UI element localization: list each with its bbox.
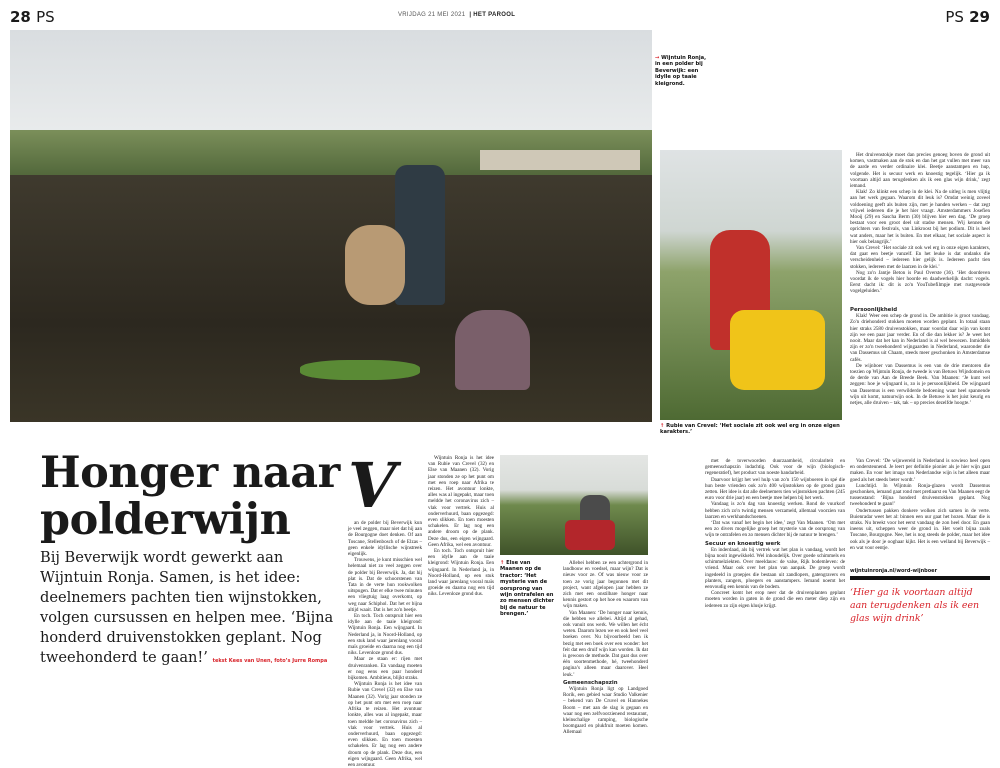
paragraph: Lunchtijd. In Wijntuin Ronja-glazen wordt Dassemus geschonken, iemand gaat rond met pretlaarst en Van Maanen eegt de tussenstand: ‘Bijna honderd druivenstokken geplant. Nog tweehonderd te gaan!’: [850, 482, 990, 508]
column-2: [563, 560, 648, 736]
paragraph: Het druivenstokje moet dan precies genoeg boven de grond uit komen, vastmaken aan de stok en dan het gat vullen met meer van de aarde en verder ordinaire klei. Beetje aanstampen en hup, volgende. Het is secuur werk en knoestig tegelijk. ‘Hier ga ik voortaan altijd aan terugdenken als ik een glas wijn drink,’ zegt iemand.: [850, 152, 990, 190]
subheading: Secuur en knoestig werk: [705, 540, 781, 547]
paragraph: Klak! Weer een schep de grond in. De ambitie is groot vandaag. Zo'n driehonderd stokken moeten worden geplant. In totaal staan hier straks 2580 druivenstokken, maar voordat daar wijn van komt zijn we een paar jaar verder. En of die dan lekker is? Je weet het nooit. Maar dat het kan in Nederland is al wel bewezen. Inmiddels zijn er zo'n tweehonderd wijngaarden in Nederland, waaronder die van Dassemus uit Chaam, steeds meer geschonken in Amsterdamse cafés.: [850, 313, 990, 363]
caption-text: Rubie van Crevel: ‘Het sociale zit ook wel erg in onze eigen karakters.’: [660, 423, 840, 436]
pull-quote: ‘Hier ga ik voortaan altijd aan terugdenken als ik een glas wijn drink’: [850, 587, 980, 624]
paragraph: Concreet komt het erop neer dat de druivenplanten geplant moeten worden in gaten in de grond die een meter diep zijn en iedereen zo zijn eigen klusje krijgt.: [705, 590, 845, 609]
rubie-photo: [660, 150, 842, 420]
column-3: [705, 458, 845, 701]
headline: [40, 450, 340, 544]
main-caption: → Wijntuin Ronja, in een polder bij Beverwijk: een idylle op taaie kleigrond.: [655, 55, 707, 87]
headline-line-2: polderwijn: [40, 495, 291, 545]
paragraph: Wijntuin Ronja is het idee van Rubie van Crevel (32) en Else van Maanen (32). Vorig jaar stonden ze op het punt om met een roep naar Afrika te reizen. Het avontuur lonkte, alles was al ingepakt, maar toen meldde het coronavirus zich – vlak voor vertrek. Huis al onderverhuurd, baan opgezegd: even slikken. En toen moesten schakelen. Er lag nog een andere droom op de plank. Deze dus, een eigen wijngaard. Geen Afrika, wel een avontuur.: [428, 455, 494, 548]
masthead: VRIJDAG 21 MEI 2021 | HET PAROOL: [398, 12, 516, 18]
main-photo: [10, 30, 652, 422]
paragraph: Wijntuin Ronja ligt op Landgoed Rorik, een gebied waar Studio Valkenier – bekend van De Cruvel en Hannekes Boom – met aan de slag is gegaan en waar nog een zelfvoorzienend restaurant, kleinschalige camping, biologische boomgaard en plukfruit moeten komen. Allemaal: [563, 686, 648, 736]
paragraph: De wijnboer van Dassemus is een van de drie mentoren die toezien op Wijntuin Ronja, de tweede is van Betuws Wijndomein en de derde van Aan de Breede Beek. Van Maanen: ‘Je kunt wel zeggen: hoe je wijngaard is, zo is je persoonlijkheid. De wijngaard van Dassemus is een verwilderde bedoening waar heel spannende wijn uit komt, natuurwijn ook. In de Betuwe is het juist keurig en netjes, alle druiven – tak, tak – op precies dezelfde hoogte.’: [850, 362, 990, 407]
page-number: 29: [969, 8, 990, 26]
tractor-caption: ↑ Else van Maanen op de tractor: ‘Het mysterie van de oorsprong van wijn ontrafelen en zo mensen dichter bij de natuur te brengen.’: [500, 560, 554, 618]
yellow-mower: [730, 310, 825, 390]
person-kneeling: [455, 310, 530, 390]
column-1b: [428, 455, 494, 700]
subheading: Persoonlijkheid: [850, 307, 898, 313]
column-4: [850, 152, 990, 302]
paragraph: an de polder bij Beverwijk kun je veel zeggen, maar niet dat hij aan de Bourgogne doet denken. Of aan Toscane, Stellenbosch of de Elzas – geen enkele idyllische wijnstreek eigenlijk.: [348, 520, 422, 558]
tractor-photo: [500, 455, 648, 555]
paragraph: Wijntuin Ronja is het idee van Rubie van Crevel (32) en Else van Maanen (32). Vorig jaar stonden ze op het punt om met een roep naar Afrika te reizen. Het avontuur lonkte, alles was al ingepakt, maar toen meldde het coronavirus zich – vlak voor vertrek. Huis al onderverhuurd, baan opgezegd: even slikken. En toen moesten schakelen. Er lag nog een andere droom op de plank. Deze dus, een eigen wijngaard. Geen Afrika, wel een avontuur.: [348, 681, 422, 768]
paragraph: Vandaag is zo'n dag van knoestig werken. Rond de vuurkorf hebben zich zo'n twintig mensen verzameld, allemaal voorzien van laarzen en werkhandschoenen.: [705, 501, 845, 520]
paragraph: Van Crevel: ‘De wijnwereld in Nederland is sowieso heel open en ondersteunend. Je leert per definitie pionier als je hier wijn gaat maken. En voor het imago van Nederlandse wijn is het alleen maar goed als het steeds beter wordt.’: [850, 458, 990, 483]
rubie-caption: ↑ Rubie van Crevel: ‘Het sociale zit ook wel erg in onze eigen karakters.’: [660, 423, 840, 436]
person-crouching: [345, 225, 405, 305]
tent-canopy: [480, 150, 640, 170]
byline: tekst Kees van Unen, foto’s Jurre Rompa: [212, 658, 328, 664]
paragraph: ‘Dat was vanaf het begin het idee,’ zegt Van Maanen. ‘Om met een zo divers mogelijke groep het mysterie van de oorsprong van wijn te ontrafelen en zo mensen dichter bij de natuur te brengen.’: [705, 520, 845, 539]
column-4c: [850, 458, 990, 566]
right-page-number: [945, 8, 990, 26]
paragraph: Nog zo'n Jantje Beton is Paul Overste (36). ‘Het doordeven voordat ik de vogels hier hoorde en daadwerkelijk dacht: vogels. Eerst dacht ik: dit is zo'n YouTubefilmpje met rustgevende vogelgeluiden.’: [850, 269, 990, 295]
paragraph: En toch. Toch ontspruit hier een idylle aan de taaie kleigrond: Wijntuin Ronja. Een wijngaard. In Nederland ja, in Noord-Holland, op een stuk land waar jarenlang vooral maïs groeide en daarna nog een tijd niks. Levenloze grond dus.: [428, 548, 494, 598]
paragraph: Trouwens, je kunt misschien wel helemaal niet zo veel zeggen over de polder bij Beverwijk. Ja, dat hij plat is. Dat de schoorstenen van Tata in de verte hun rookwolken uitspugen. Dat er elke twee minuten een vliegtuig laag overkomt, op weg naar Schiphol. Dat het er bijna altijd waait. Dat is het zo'n beetje.: [348, 557, 422, 613]
paragraph: En toch. Toch ontspruit hier een idylle aan de taaie kleigrond: Wijntuin Ronja. Een wijngaard. In Nederland ja, in Noord-Holland, op een stuk land waar jarenlang vooral maïs groeide en daarna nog een tijd niks. Levenloze grond dus.: [348, 613, 422, 657]
caption-text: Else van Maanen op de tractor: ‘Het mysterie van de oorsprong van wijn ontrafelen en zo mensen dichter bij de natuur te brengen.’: [500, 560, 554, 618]
paragraph: Ondertussen pakken donkere wolken zich samen in de verte. Buienradar weet het al: binnen een uur gaat het hozen. Maar die is straks. Nu breekt voor het eerst vandaag de zon heel door. En gaan ineens uit, scheppen weer de grond in. Het voelt bijna zoals Toscane, Bourgogne. Nee, het is nog steeds de polder, maar het idee ook als je door je ooghaar kijkt. Het is een welland bij Beverwijk – en wat voor eentje.: [850, 507, 990, 551]
intro: [40, 548, 338, 671]
paragraph: Allebei hebben ze een achtergrond in landbouw en voedsel, maar wijn? Dat is nieuw voor ze. Of was nieuw voor ze toen ze vorig jaar begonnen met dit project, want afgelopen jaar hebben ze zich met een onstilbare honger naar kennis gestort op het hoe en waarom van wijn maken.: [563, 560, 648, 610]
paragraph: Klak! Zo klinkt een schep in de klei. Na de uitleg is men vlijtig aan het werk gegaan. Waarom dit leuk is? Omdat weinig zoveel voldoening geeft als buiten zijn, met je handen werken – dat zegt vrijwel iedereen die je het hier vraagt. Amsterdammers Josefien Mooij (29) en Sascha Berm (30) blijven hier een dag. ‘De groep bestaat voor een groot deel uit stadse mensen. Wij kennen de oprichters van festivals, van Linkroost bij het podium. Dit is heel wat anders, maar het is buiten. En met elkaar, het sociale aspect is hier ook belangrijk.’: [850, 189, 990, 245]
paragraph: Van Crevel: ‘Het sociale zit ook wel erg in onze eigen karakters, dat gaat een beetje vanzelf. En het leuke is dat ondanks die verscheidenheid – iedereen hier gelijk is. Iedereen pacht tien stokken, iedereen met de laarzen in de klei.’: [850, 245, 990, 270]
headline-line-1: Honger naar: [40, 448, 340, 498]
grass-patch: [300, 360, 420, 380]
subheading: Gemeenschapszin: [563, 679, 618, 686]
divider: [850, 576, 990, 580]
paragraph: En inderdaad, als bij vertrek wat het plan is vandaag, wordt het bijna nooit ingewikkeld. Wel inhoudelijk. Over goede schimmels en schimmelziekten. Over meeldauw: de valse, Rijk bodemleven: de vriend. Maar ook over het plan van aanpak. De groep wordt ingedeeld in groepjes die bestaan uit zandlopers, gatengravers en planters, zangers, ploegers en aanstampers. Iemand noemt het eenvoudig een kennis van de bodem.: [705, 546, 845, 591]
masthead-date: VRIJDAG 21 MEI 2021: [398, 12, 466, 18]
column-1: [348, 520, 422, 768]
source-url: wijntuinronja.nl/word-wijnboer: [850, 568, 938, 574]
paragraph: Daarvoor krijgt het wel hulp van zo'n 150 wijnboeren in spé die hun beste vrienden ook zo'n 400 wijnstokken op de grond gaan zetten. Het idee is dat alle deelnemers tien wijnstokken pachten (245 euro voor drie jaar) en een beetje mee helpen bij het werk.: [705, 476, 845, 502]
column-4b: [850, 305, 990, 455]
section-label: PS: [36, 8, 55, 26]
drop-cap: V: [348, 449, 397, 522]
section-label: PS: [945, 8, 964, 26]
caption-text: Wijntuin Ronja, in een polder bij Beverwijk: een idylle op taaie kleigrond.: [655, 55, 707, 87]
masthead-paper: HET PAROOL: [473, 12, 516, 18]
page-number: 28: [10, 8, 31, 26]
paragraph: Van Maanen: ‘De honger naar kennis, die hebben we allebei. Altijd al gehad, ook vanuit ons werk. We willen het écht weten. Daarom lezen we en ook heel veel boeken over. Nu bijvoorbeeld ben ik bezig met een boek over een wonder: het feit dat een druif wijn kan worden. Ik dat is gewoon de methode. Dat gaat dus over één soortenmethode, hé, tweehonderd pagina’s alleen maar daarover. Heel leuk.’: [563, 609, 648, 678]
intro-text: Bij Beverwijk wordt gewerkt aan Wijntuin Ronja. Samen, is het idee: deelnemers pachten tien wijnstokken, volgen cursussen en helpen mee. ‘Bijna honderd druivenstokken geplant. Nog tweehonderd te gaan!’: [40, 549, 334, 666]
red-tractor: [565, 520, 615, 550]
left-page-number: [10, 8, 55, 26]
paragraph: Maar ze staan er: rijen met druivenranken. En vandaag moeten er nog eens een paar honderd bijkomen. Ambitieus, blijkt straks.: [348, 656, 422, 682]
paragraph: met de toverwoorden duurzaamheid, circulariteit en gemeenschapszin indachtig. Ook voor de wijn (biologisch-regeneratief), het product van noeste handarbeid.: [705, 458, 845, 477]
